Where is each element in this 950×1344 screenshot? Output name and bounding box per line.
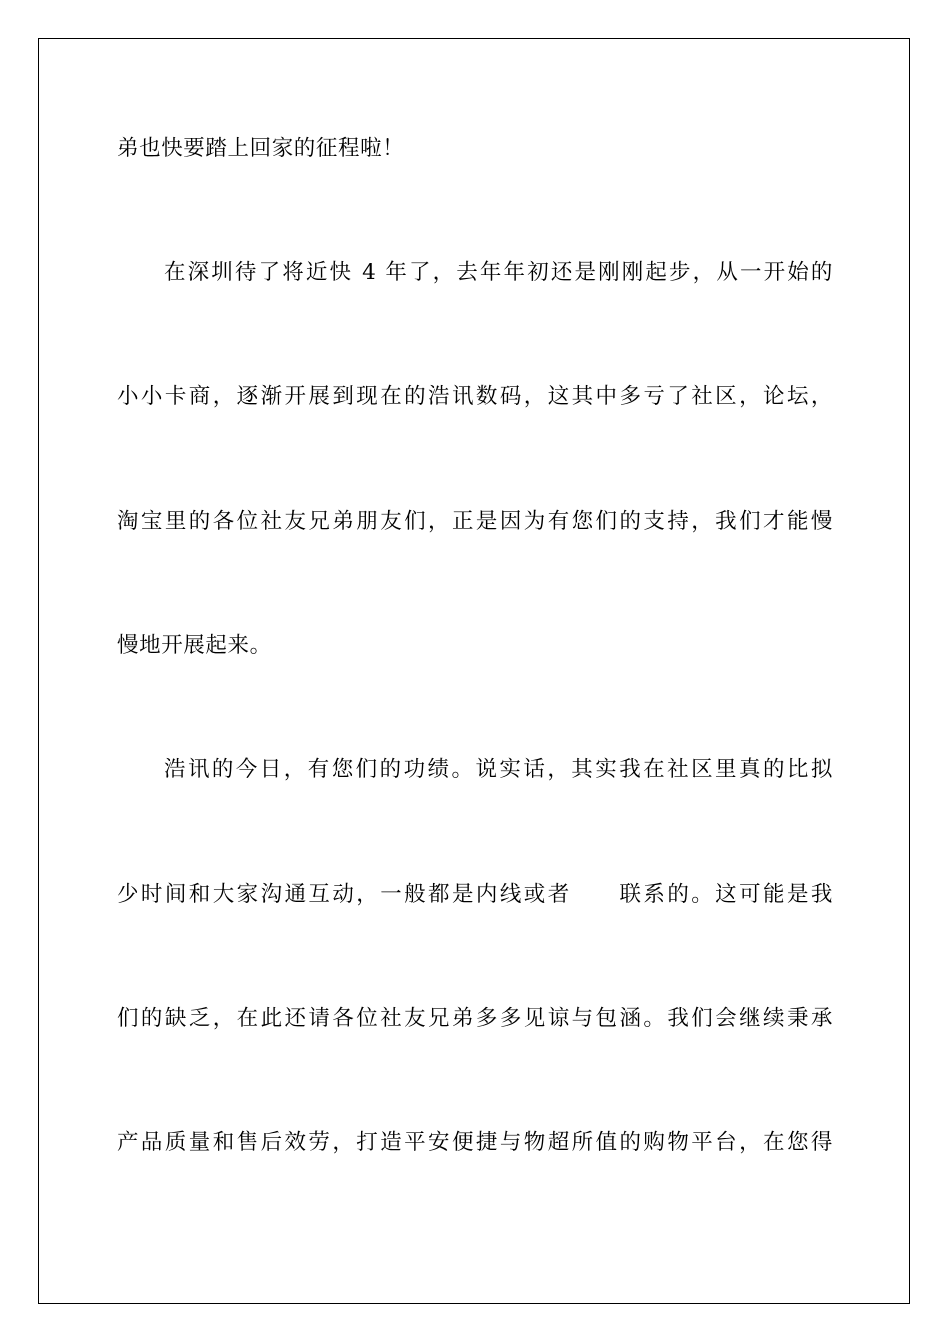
text-line-8: 们的缺乏，在此还请各位社友兄弟多多见谅与包涵。我们会继续秉承: [117, 1006, 833, 1031]
page-border: [38, 38, 910, 1304]
text-line-7: 少时间和大家沟通互动，一般都是内线或者 联系的。这可能是我: [117, 882, 833, 907]
text-line-1: 弟也快要踏上回家的征程啦！: [117, 136, 405, 161]
text-line-2: 在深圳待了将近快 4 年了，去年年初还是刚刚起步，从一开始的: [164, 260, 833, 285]
text-line-4: 淘宝里的各位社友兄弟朋友们，正是因为有您们的支持，我们才能慢: [117, 509, 833, 534]
text-line-6: 浩讯的今日，有您们的功绩。说实话，其实我在社区里真的比拟: [164, 757, 833, 782]
text-line-3: 小小卡商，逐渐开展到现在的浩讯数码，这其中多亏了社区，论坛，: [117, 384, 833, 409]
text-line-9: 产品质量和售后效劳，打造平安便捷与物超所值的购物平台，在您得: [117, 1130, 833, 1155]
text-line-5: 慢地开展起来。: [117, 633, 272, 658]
